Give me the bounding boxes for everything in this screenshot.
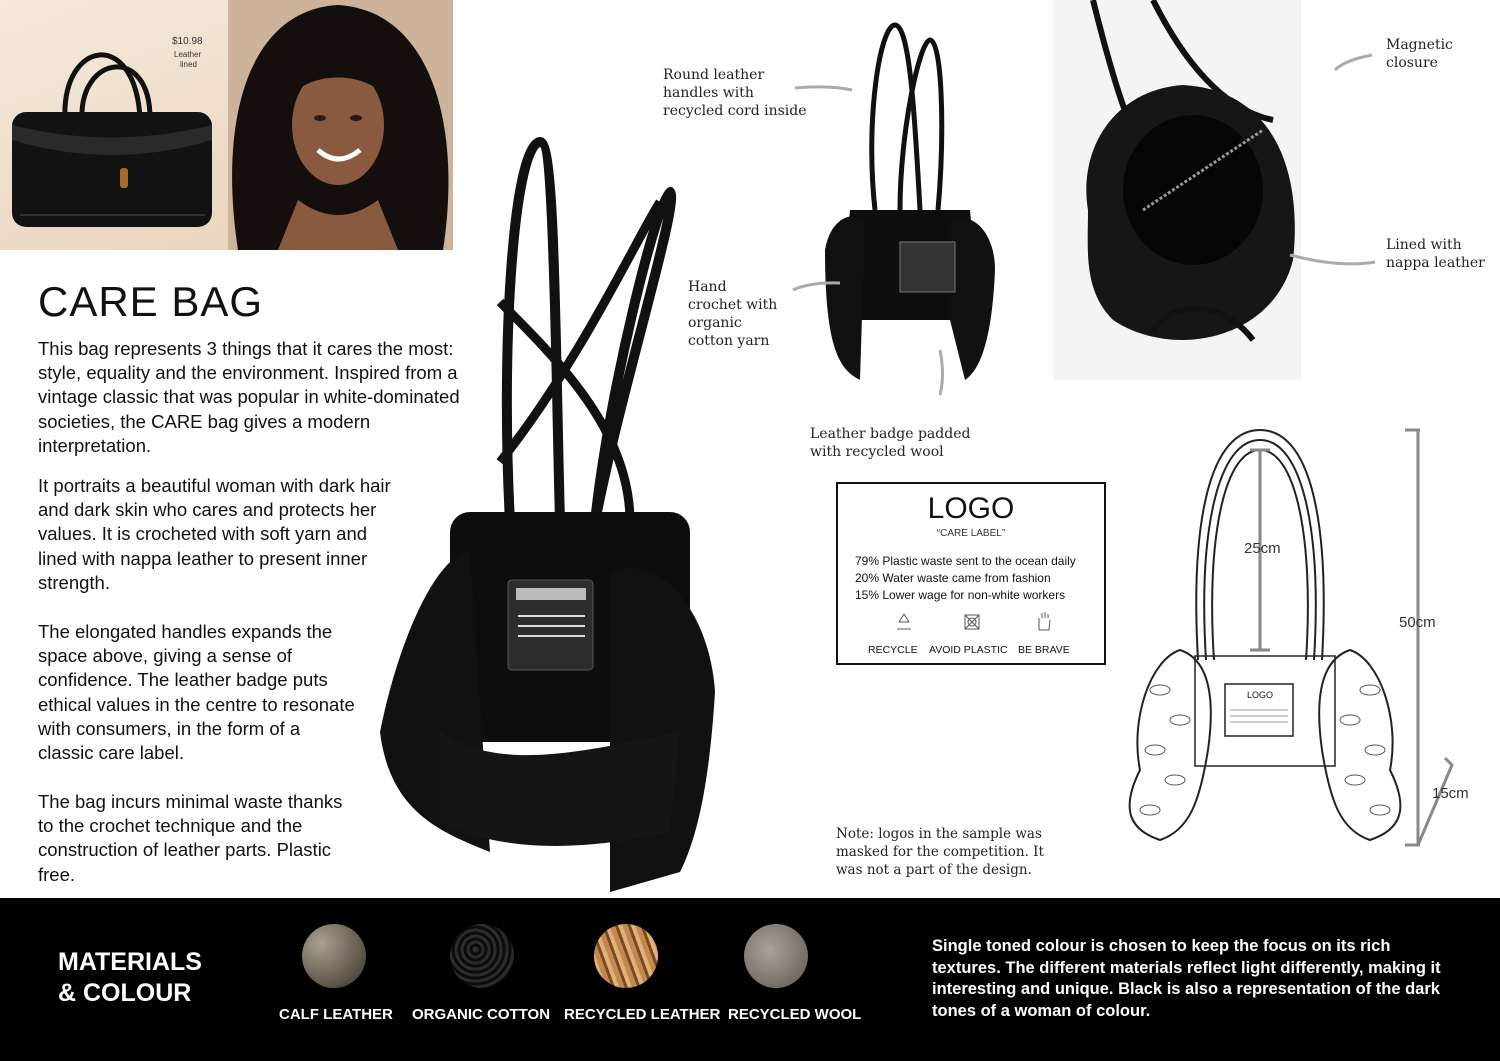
ad-note-1: Leather: [174, 50, 202, 59]
material-label-recycled-wool: RECYCLED WOOL: [728, 1006, 862, 1023]
recycled-leather-swatch: [594, 924, 658, 988]
care-label-line: 79% Plastic waste sent to the ocean daily: [855, 554, 1076, 568]
waste-paragraph: The bag incurs minimal waste thanks to the crochet technique and the construction of leather parts. Plastic free.: [38, 791, 343, 885]
material-label-recycled-leather: RECYCLED LEATHER: [564, 1006, 721, 1023]
dimension-handle: 25cm: [1244, 540, 1281, 557]
material-label-organic-cotton: ORGANIC COTTON: [412, 1006, 551, 1023]
sketch-label-logo: LOGO: [1247, 690, 1274, 700]
avoid-plastic-icon: [962, 612, 982, 637]
footer-heading-line1: MATERIALS: [58, 948, 202, 976]
annotation-crochet-line2: crochet with: [688, 297, 778, 313]
annotation-crochet-line3: organic: [688, 315, 742, 331]
annotation-handles-line3: recycled cord inside: [663, 103, 807, 119]
annotation-crochet-line1: Hand: [688, 279, 727, 295]
note-text: [836, 825, 1044, 879]
annotation-badge-line2: with recycled wool: [810, 444, 944, 460]
note-line3: was not a part of the design.: [836, 862, 1032, 878]
footer-heading-line2: & COLOUR: [58, 979, 192, 1007]
footer-description: Single toned colour is chosen to keep the focus on its rich textures. The different materials reflect light differently, making it interesting and unique. Black is also a representation of the dark tones of a woman of colour.: [932, 937, 1441, 1020]
calf-leather-swatch: [302, 924, 366, 988]
page-title: CARE BAG: [38, 278, 264, 325]
recycle-icon: [894, 612, 914, 637]
annotation-crochet-line4: cotton yarn: [688, 333, 770, 349]
organic-cotton-swatch: [450, 924, 514, 988]
dimension-depth: 15cm: [1432, 785, 1469, 802]
note-line1: Note: logos in the sample was: [836, 826, 1042, 842]
annotation-lined-line2: nappa leather: [1386, 255, 1485, 271]
dimension-total: 50cm: [1399, 614, 1436, 631]
care-label-line: 20% Water waste came from fashion: [855, 571, 1051, 585]
annotation-closure-line1: Magnetic: [1386, 37, 1453, 53]
hand-icon: [1034, 610, 1054, 637]
intro-paragraph: This bag represents 3 things that it cares the most: style, equality and the environment. Inspired from a vintage classic that was popular in white-dominated societies, the CARE bag gives a modern interpretation.: [38, 338, 460, 456]
care-icon-label: BE BRAVE: [1018, 644, 1070, 656]
handles-paragraph: The elongated handles expands the space above, giving a sense of confidence. The leather badge puts ethical values in the centre to resonate with consumers, in the form of a classic care label.: [38, 621, 355, 764]
care-label-subtitle: “CARE LABEL”: [936, 528, 1006, 539]
annotation-closure-line2: closure: [1386, 55, 1438, 71]
ad-price: $10.98: [172, 36, 203, 47]
material-label-calf-leather: CALF LEATHER: [279, 1006, 393, 1023]
care-label-box: [836, 482, 1106, 665]
care-label-logo: LOGO: [927, 492, 1015, 525]
annotation-handles-line1: Round leather: [663, 67, 765, 83]
care-label-line: 15% Lower wage for non-white workers: [855, 588, 1066, 602]
woman-paragraph: It portraits a beautiful woman with dark hair and dark skin who cares and protects her values. It is crocheted with soft yarn and lined with nappa leather to present inner strength.: [38, 475, 391, 593]
recycled-wool-swatch: [744, 924, 808, 988]
care-icon-label: RECYCLE: [868, 644, 918, 656]
ad-note-2: lined: [180, 60, 197, 69]
annotation-handles-line2: handles with: [663, 85, 754, 101]
annotation-badge-line1: Leather badge padded: [810, 426, 971, 442]
annotation-lined-line1: Lined with: [1386, 237, 1462, 253]
care-icon-label: AVOID PLASTIC: [929, 644, 1008, 656]
note-line2: masked for the competition. It: [836, 844, 1044, 860]
